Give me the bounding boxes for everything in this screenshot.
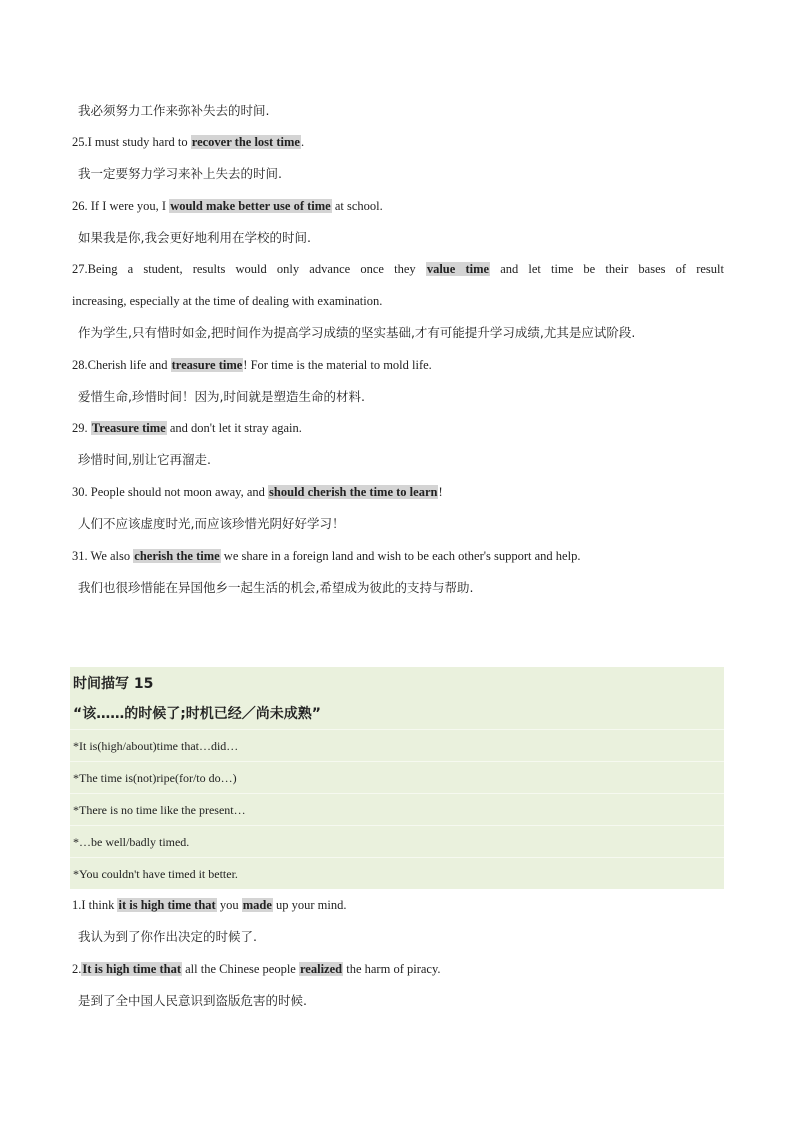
example-sentence-1 xyxy=(72,896,724,914)
sentence-text: . xyxy=(300,135,305,149)
sentence-text: the harm of piracy. xyxy=(343,962,441,976)
sentence-text: up your mind. xyxy=(272,898,347,912)
example-sentence-30 xyxy=(72,483,724,501)
sentence-text: ! xyxy=(438,485,443,499)
highlight-phrase: recover the lost time xyxy=(191,135,300,149)
highlight-phrase: Treasure time xyxy=(91,421,166,435)
divider xyxy=(70,825,724,826)
highlight-phrase: cherish the time xyxy=(134,549,220,563)
divider xyxy=(70,793,724,794)
highlight-phrase: treasure time xyxy=(171,358,243,372)
sentence-text: and let time be their bases of result xyxy=(490,262,724,276)
translation-line: 人们不应该虚度时光,而应该珍惜光阴好好学习！ xyxy=(78,516,345,531)
translation-line: 珍惜时间,别让它再溜走. xyxy=(78,452,211,467)
box-title: 时间描写 15 xyxy=(73,676,154,692)
sentence-text: 30. People should not moon away, and xyxy=(72,485,269,499)
example-sentence-26 xyxy=(72,197,724,215)
sentence-text: 2. xyxy=(72,962,82,976)
pattern-item: *There is no time like the present… xyxy=(73,803,246,817)
translation-line: 我一定要努力学习来补上失去的时间. xyxy=(78,166,282,181)
highlight-phrase: made xyxy=(242,898,272,912)
sentence-text: 29. xyxy=(72,421,91,435)
highlight-phrase: It is high time that xyxy=(82,962,181,976)
pattern-item: *…be well/badly timed. xyxy=(73,835,190,849)
sentence-text: you xyxy=(216,898,242,912)
highlight-phrase: it is high time that xyxy=(118,898,216,912)
sentence-text: 31. We also xyxy=(72,549,134,563)
divider xyxy=(70,729,724,730)
sentence-continuation: increasing, especially at the time of dealing with examination. xyxy=(72,294,383,308)
sentence-text: we share in a foreign land and wish to be each other's support and help. xyxy=(220,549,581,563)
highlight-phrase: value time xyxy=(426,262,490,276)
sentence-text: 27.Being a student, results would only advance once they xyxy=(72,262,426,276)
translation-line: 我认为到了你作出决定的时候了. xyxy=(78,929,257,944)
example-sentence-27 xyxy=(72,260,724,278)
pattern-item: *It is(high/about)time that…did… xyxy=(73,739,239,753)
sentence-text: 28.Cherish life and xyxy=(72,358,171,372)
sentence-text: and don't let it stray again. xyxy=(166,421,302,435)
highlight-phrase: should cherish the time to learn xyxy=(269,485,438,499)
translation-line: 我们也很珍惜能在异国他乡一起生活的机会,希望成为彼此的支持与帮助. xyxy=(78,580,474,595)
pattern-item: *You couldn't have timed it better. xyxy=(73,867,238,881)
box-subtitle: “该……的时候了;时机已经／尚未成熟” xyxy=(73,706,322,722)
divider xyxy=(70,761,724,762)
sentence-text: 26. If I were you, I xyxy=(72,199,170,213)
example-sentence-2 xyxy=(72,960,724,978)
translation-line: 我必须努力工作来弥补失去的时间. xyxy=(78,103,270,118)
pattern-item: *The time is(not)ripe(for/to do…) xyxy=(73,771,237,785)
example-sentence-29 xyxy=(72,419,724,437)
translation-line: 作为学生,只有惜时如金,把时间作为提高学习成绩的坚实基础,才有可能提升学习成绩,尤其是应试阶段. xyxy=(78,325,636,340)
sentence-text: at school. xyxy=(331,199,383,213)
divider xyxy=(70,857,724,858)
sentence-text: 1.I think xyxy=(72,898,118,912)
highlight-phrase: would make better use of time xyxy=(170,199,331,213)
grammar-box xyxy=(70,667,724,889)
sentence-text: all the Chinese people xyxy=(182,962,299,976)
translation-line: 爱惜生命,珍惜时间！因为,时间就是塑造生命的材料. xyxy=(78,389,365,404)
translation-line: 如果我是你,我会更好地利用在学校的时间. xyxy=(78,230,311,245)
sentence-text: 25.I must study hard to xyxy=(72,135,191,149)
example-sentence-31 xyxy=(72,547,724,565)
highlight-phrase: realized xyxy=(299,962,343,976)
sentence-text: ! For time is the material to mold life. xyxy=(243,358,432,372)
translation-line: 是到了全中国人民意识到盗版危害的时候. xyxy=(78,993,307,1008)
example-sentence-28 xyxy=(72,356,724,374)
example-sentence-25 xyxy=(72,133,724,151)
